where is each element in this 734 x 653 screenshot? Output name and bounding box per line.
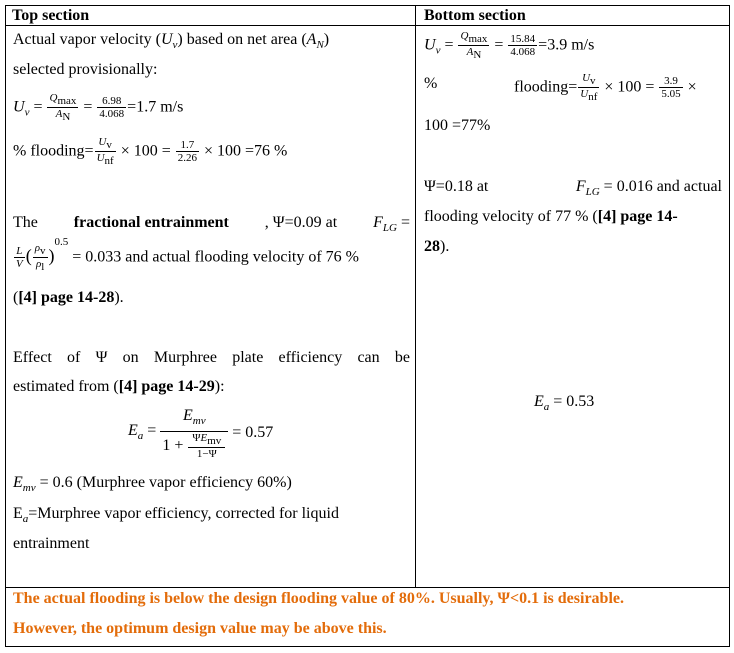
top-entrainment-line2: $\frac{L}{V}$ ( $\frac{\rho_v}{\rho_l}$ )$^{0.5}$ = 0.033 and actual flooding velocity of 76 % bbox=[16, 236, 359, 274]
top-effect-line1: Effect of Ψ on Murphree plate efficiency can be bbox=[13, 349, 410, 366]
bottom-uv-equation: $U_v$ = $\frac{Q_{max}}{A_N}$ = $\frac{15.84}{4.068}$ =3.9 m/s bbox=[424, 30, 595, 62]
bottom-percent: % bbox=[424, 75, 438, 92]
top-emv-line: $E_{mv} = 0.6$ (Murphree vapor efficiency 60%) bbox=[13, 474, 292, 495]
top-ea-desc-line1: $E_a=Murphree$ vapor efficiency, corrected for liquid bbox=[13, 505, 339, 526]
bottom-psi-line3: 28). bbox=[424, 238, 450, 255]
top-flooding-equation: % flooding= $\frac{U_v}{U_{nf}}$ × 100 = $\frac{1.7}{2.26}$ × 100 =76 % bbox=[13, 136, 288, 168]
top-paragraph-1-line2: selected provisionally: bbox=[13, 61, 158, 78]
top-paragraph-1: Actual vapor velocity $(U_v)$ based on net area $(A_N)$ bbox=[13, 31, 330, 52]
bottom-flooding-line2: 100 =77% bbox=[424, 117, 491, 134]
bottom-psi-line2: flooding velocity of 77 % ([4] page 14- bbox=[424, 208, 678, 225]
bottom-ea-value: $E_a = 0.53$ bbox=[534, 393, 595, 414]
data-table bbox=[5, 5, 730, 647]
footer-note-line2: However, the optimum design value may be above this. bbox=[13, 620, 387, 637]
bottom-psi-line1: Ψ=0.18 at $F_{LG} = 0.016$ and actual bbox=[424, 178, 722, 199]
column-divider bbox=[415, 6, 416, 588]
header-top-section: Top section bbox=[12, 7, 90, 24]
footer-divider bbox=[6, 587, 729, 588]
header-divider bbox=[6, 25, 729, 26]
top-ea-equation: $E_a$ = $E_{mv}$ 1 + $\frac{\Psi E_{mv}}{1-\Psi}$ = 0.57 bbox=[128, 407, 274, 461]
top-entrainment-line1: The fractional entrainment , Ψ=0.09 at $F_{LG}$ = bbox=[13, 214, 410, 235]
top-reference-1: ([4] page 14-28). bbox=[13, 289, 124, 306]
footer-note-line1: The actual flooding is below the design flooding value of 80%. Usually, Ψ<0.1 is desirable. bbox=[13, 590, 624, 607]
header-bottom-section: Bottom section bbox=[424, 7, 526, 24]
top-uv-equation: $U_v$ = $\frac{Q_{max}}{A_N}$ = $\frac{6.98}{4.068}$ =1.7 m/s bbox=[13, 92, 184, 124]
bottom-flooding-equation: flooding= $\frac{U_v}{U_{nf}}$ × 100 = $\frac{3.9}{5.05}$ × bbox=[514, 72, 697, 104]
top-effect-line2: estimated from ([4] page 14-29): bbox=[13, 378, 225, 395]
top-ea-desc-line2: entrainment bbox=[13, 535, 90, 552]
